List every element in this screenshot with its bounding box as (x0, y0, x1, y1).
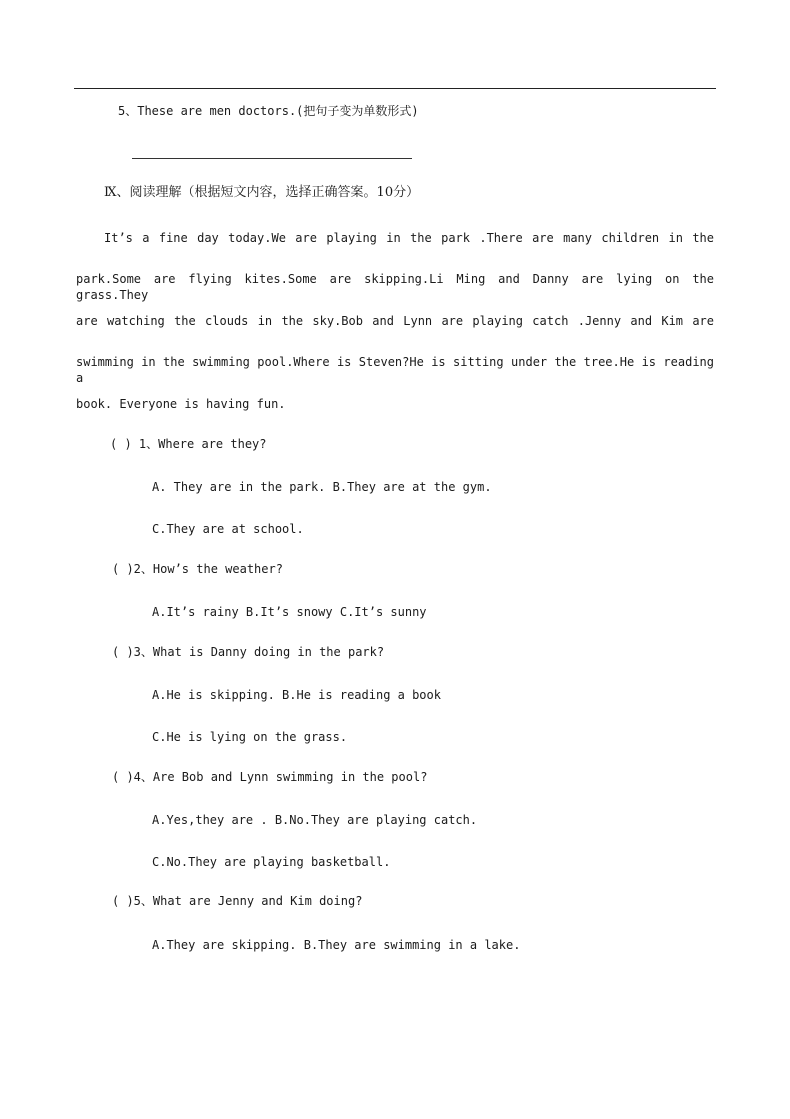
passage-line-1: It’s a fine day today.We are playing in the park .There are many children in the (104, 231, 714, 245)
header-rule (74, 88, 716, 89)
question-4-prompt: ( )4、Are Bob and Lynn swimming in the pool? (112, 770, 428, 784)
passage-line-4: swimming in the swimming pool.Where is Steven?He is sitting under the tree.He is reading a (76, 355, 714, 385)
question-3-prompt: ( )3、What is Danny doing in the park? (112, 645, 385, 659)
question-4-options-a-b: A.Yes,they are . B.No.They are playing catch. (152, 813, 478, 827)
question-3-option-c: C.He is lying on the grass. (152, 730, 348, 744)
question-3-options-a-b: A.He is skipping. B.He is reading a book (152, 688, 441, 702)
passage-line-2: park.Some are flying kites.Some are skipping.Li Ming and Danny are lying on the grass.They (76, 272, 714, 302)
passage-line-5: book. Everyone is having fun. (76, 397, 286, 411)
answer-blank-line (132, 158, 412, 159)
section-heading: Ⅸ、阅读理解（根据短文内容，选择正确答案。10分） (104, 185, 420, 200)
question-1-options-a-b: A. They are in the park. B.They are at the gym. (152, 480, 492, 494)
question-5-options: A.They are skipping. B.They are swimming in a lake. (152, 938, 521, 952)
passage-line-3: are watching the clouds in the sky.Bob and Lynn are playing catch .Jenny and Kim are (76, 314, 714, 328)
question-5-prompt: ( )5、What are Jenny and Kim doing? (112, 894, 363, 908)
question-1-option-c: C.They are at school. (152, 522, 304, 536)
prev-question-5: 5、These are men doctors.(把句子变为单数形式) (118, 104, 419, 118)
question-4-option-c: C.No.They are playing basketball. (152, 855, 391, 869)
question-1-prompt: ( ) 1、Where are they? (110, 437, 267, 451)
question-2-options: A.It’s rainy B.It’s snowy C.It’s sunny (152, 605, 427, 619)
question-2-prompt: ( )2、How’s the weather? (112, 562, 283, 576)
